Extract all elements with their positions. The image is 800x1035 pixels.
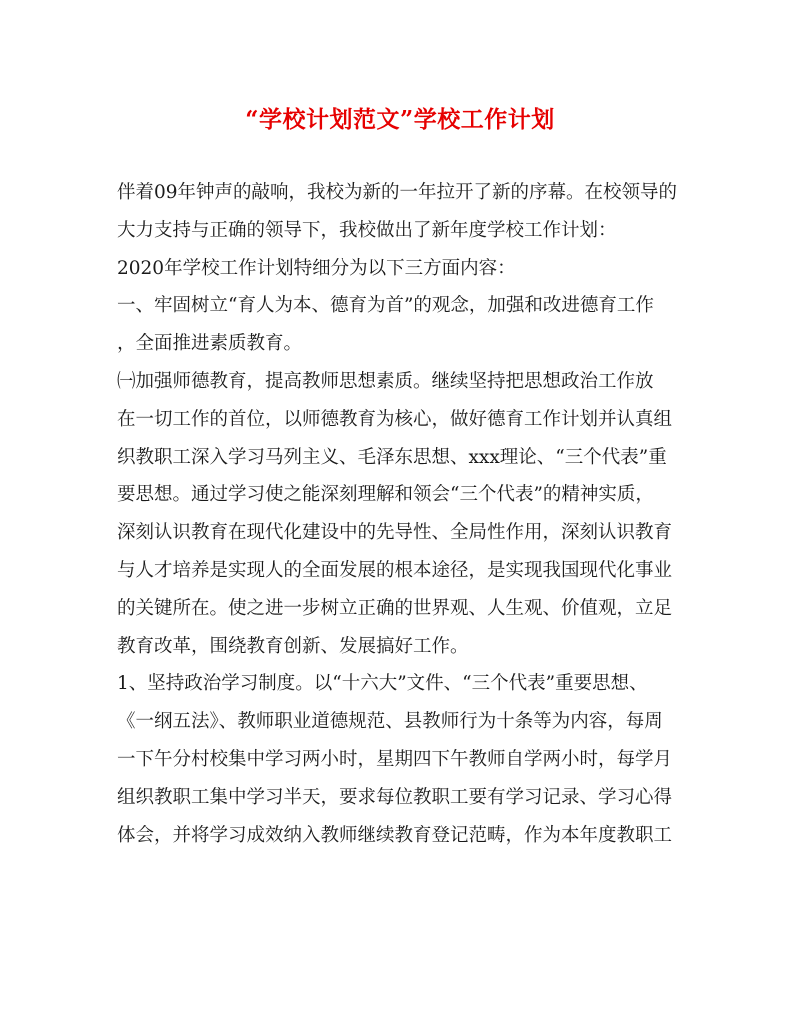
document-body bbox=[117, 174, 697, 854]
text-line: 教育改革，围绕教育创新、发展搞好工作。 bbox=[117, 635, 469, 657]
document-title: “学校计划范文”学校工作计划 bbox=[245, 106, 555, 133]
text-line: 织教职工深入学习马列主义、毛泽东思想、xxx理论、“三个代表”重 bbox=[117, 446, 667, 468]
text-line: 1、坚持政治学习制度。以“十六大”文件、“三个代表”重要思想、 bbox=[117, 673, 648, 695]
text-line: 《一纲五法》、教师职业道德规范、县教师行为十条等为内容，每周 bbox=[117, 711, 663, 733]
text-line: 要思想。通过学习使之能深刻理解和领会“三个代表”的精神实质， bbox=[117, 484, 654, 506]
text-line: 与人才培养是实现人的全面发展的根本途径，是实现我国现代化事业 bbox=[117, 559, 673, 581]
text-line: 深刻认识教育在现代化建设中的先导性、全局性作用，深刻认识教育 bbox=[117, 522, 673, 544]
text-line: 大力支持与正确的领导下，我校做出了新年度学校工作计划： bbox=[117, 219, 617, 241]
text-line: ，全面推进素质教育。 bbox=[117, 333, 303, 355]
text-line: 体会，并将学习成效纳入教师继续教育登记范畴，作为本年度教职工 bbox=[117, 824, 673, 846]
text-line: 的关键所在。使之进一步树立正确的世界观、人生观、价值观，立足 bbox=[117, 597, 673, 619]
text-line: 一、牢固树立“育人为本、德育为首”的观念，加强和改进德育工作 bbox=[117, 295, 654, 317]
text-line: 在一切工作的首位，以师德教育为核心，做好德育工作计划并认真组 bbox=[117, 408, 673, 430]
text-line: 2020年学校工作计划特细分为以下三方面内容： bbox=[117, 257, 516, 279]
text-line: 伴着09年钟声的敲响，我校为新的一年拉开了新的序幕。在校领导的 bbox=[117, 182, 678, 203]
text-line: 组织教职工集中学习半天，要求每位教职工要有学习记录、学习心得 bbox=[117, 786, 673, 808]
text-line: 一下午分村校集中学习两小时，星期四下午教师自学两小时，每学月 bbox=[117, 748, 673, 770]
text-line: ㈠加强师德教育，提高教师思想素质。继续坚持把思想政治工作放 bbox=[117, 370, 654, 392]
